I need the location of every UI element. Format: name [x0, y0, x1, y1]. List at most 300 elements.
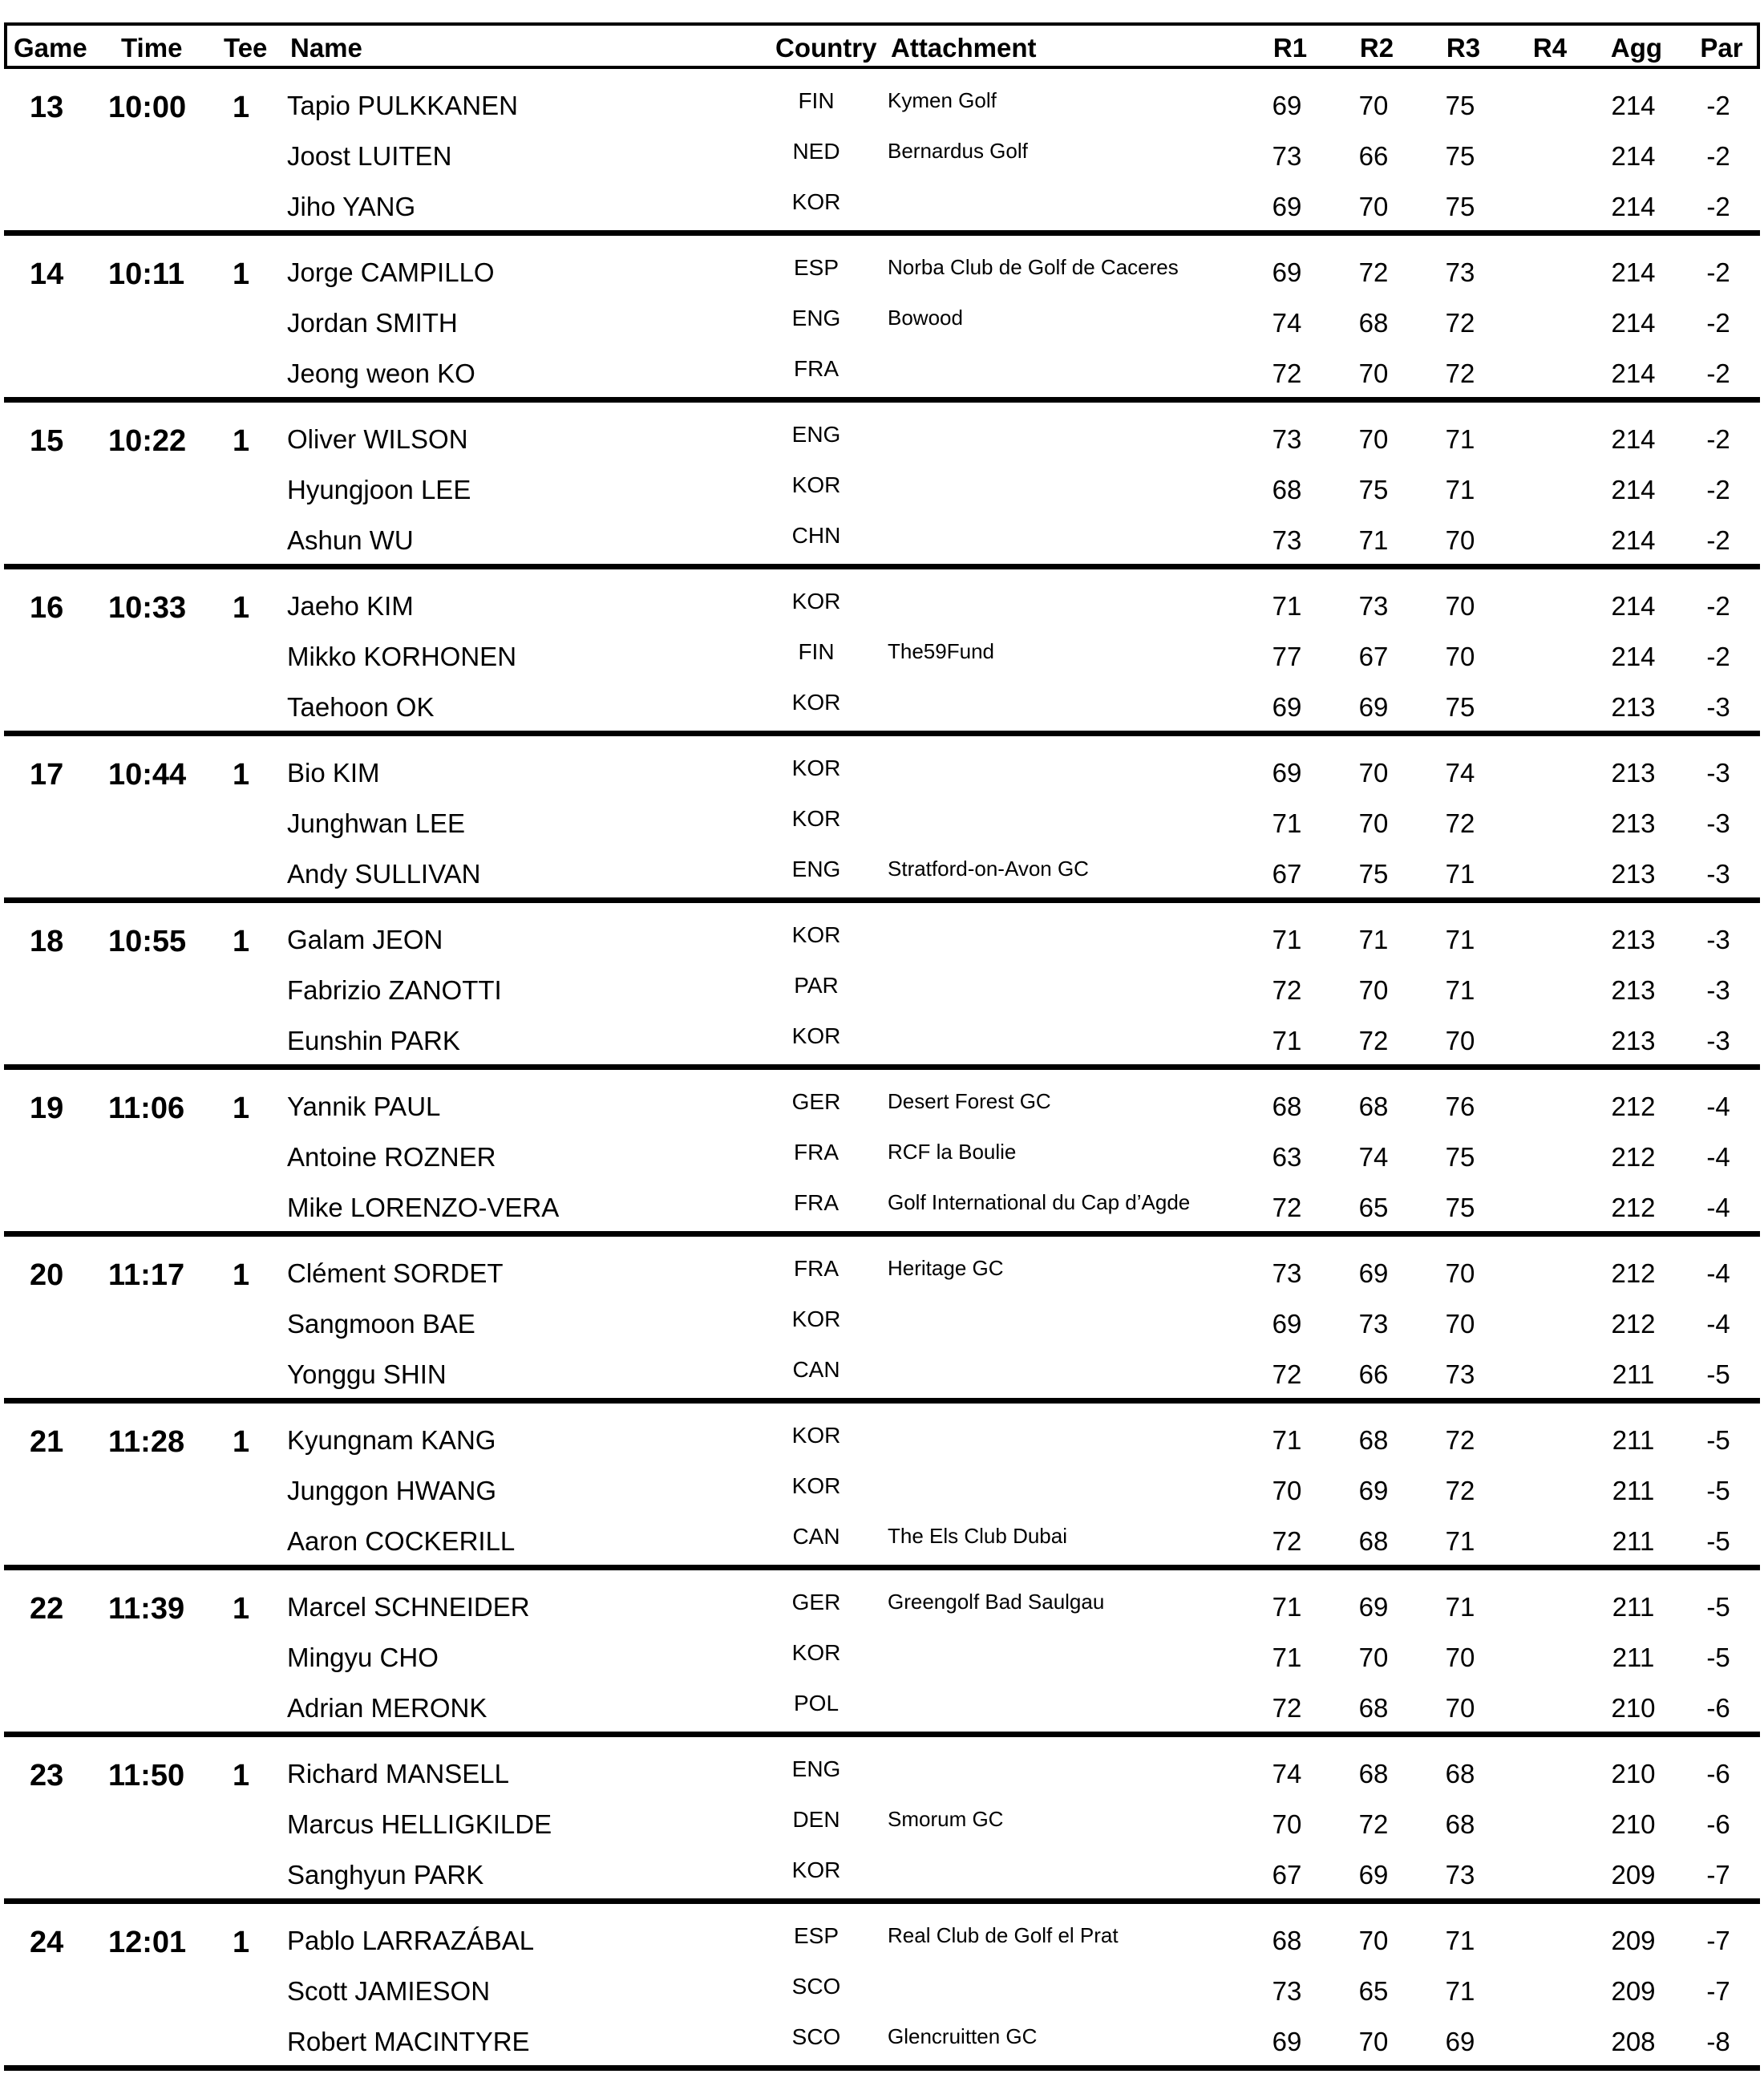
score-r3: 72	[1445, 308, 1475, 338]
score-aggregate: 209	[1611, 1926, 1656, 1955]
tee-group	[4, 69, 1760, 236]
player-row	[4, 1256, 1760, 1306]
tee-time: 11:06	[108, 1092, 185, 1125]
score-r2: 75	[1358, 859, 1389, 889]
tee-number: 1	[233, 1425, 250, 1459]
player-row	[4, 589, 1760, 638]
player-name: Aaron COCKERILL	[287, 1526, 516, 1556]
score-aggregate: 212	[1611, 1092, 1656, 1121]
score-r1: 71	[1272, 1592, 1302, 1622]
score-aggregate: 209	[1611, 1976, 1656, 2006]
score-r2: 71	[1358, 525, 1389, 555]
player-attachment: Heritage GC	[888, 1256, 1004, 1280]
score-r2: 69	[1358, 1476, 1389, 1505]
player-name: Clément SORDET	[287, 1258, 504, 1288]
score-to-par: -4	[1706, 1258, 1730, 1288]
player-name: Kyungnam KANG	[287, 1425, 496, 1455]
score-r3: 70	[1445, 591, 1475, 621]
score-r2: 70	[1358, 975, 1389, 1005]
score-to-par: -5	[1706, 1359, 1730, 1389]
player-country: FIN	[798, 88, 835, 113]
score-to-par: -2	[1706, 141, 1730, 171]
player-name: Jordan SMITH	[287, 308, 458, 338]
score-r2: 70	[1358, 424, 1389, 454]
score-r3: 75	[1445, 141, 1475, 171]
player-country: KOR	[791, 806, 841, 831]
tee-number: 1	[233, 91, 250, 124]
score-aggregate: 214	[1611, 424, 1656, 454]
score-r2: 68	[1358, 1693, 1389, 1723]
score-to-par: -2	[1706, 525, 1730, 555]
score-aggregate: 212	[1611, 1309, 1656, 1339]
score-aggregate: 211	[1612, 1359, 1655, 1389]
player-row	[4, 1857, 1760, 1907]
score-r1: 71	[1272, 591, 1302, 621]
score-aggregate: 209	[1611, 1860, 1656, 1890]
score-r1: 70	[1272, 1476, 1302, 1505]
header-tee: Tee	[224, 33, 268, 63]
score-r2: 70	[1358, 192, 1389, 221]
player-country: KOR	[791, 755, 841, 780]
score-aggregate: 214	[1611, 358, 1656, 388]
score-aggregate: 211	[1612, 1526, 1655, 1556]
player-country: KOR	[791, 1473, 841, 1498]
tee-time: 10:44	[108, 758, 187, 792]
score-to-par: -3	[1706, 808, 1730, 838]
player-country: GER	[791, 1089, 841, 1114]
score-r1: 68	[1272, 475, 1302, 504]
score-r1: 67	[1272, 859, 1302, 889]
player-attachment: Real Club de Golf el Prat	[888, 1923, 1119, 1947]
player-name: Andy SULLIVAN	[287, 859, 481, 889]
player-name: Adrian MERONK	[287, 1693, 488, 1723]
player-row	[4, 1691, 1760, 1740]
score-r1: 68	[1272, 1926, 1302, 1955]
score-r1: 72	[1272, 975, 1302, 1005]
game-number: 20	[30, 1258, 64, 1292]
score-r3: 73	[1445, 1860, 1475, 1890]
score-r2: 67	[1358, 642, 1389, 671]
score-r1: 73	[1272, 1258, 1302, 1288]
score-to-par: -6	[1706, 1809, 1730, 1839]
score-to-par: -2	[1706, 192, 1730, 221]
score-to-par: -3	[1706, 692, 1730, 722]
player-row	[4, 1640, 1760, 1690]
tee-time: 10:33	[108, 591, 187, 625]
score-r2: 69	[1358, 1860, 1389, 1890]
score-aggregate: 214	[1611, 475, 1656, 504]
score-aggregate: 210	[1611, 1693, 1656, 1723]
player-name: Jeong weon KO	[287, 358, 475, 388]
score-r3: 71	[1445, 925, 1475, 954]
score-r2: 70	[1358, 2027, 1389, 2056]
player-country: KOR	[791, 1023, 841, 1048]
score-to-par: -5	[1706, 1425, 1730, 1455]
player-country: KOR	[791, 1640, 841, 1665]
player-country: FRA	[794, 1190, 839, 1215]
score-r1: 68	[1272, 1092, 1302, 1121]
game-number: 15	[30, 424, 64, 458]
header-r1: R1	[1272, 33, 1308, 63]
score-r2: 70	[1358, 758, 1389, 788]
score-to-par: -2	[1706, 424, 1730, 454]
score-to-par: -4	[1706, 1092, 1730, 1121]
header-par: Par	[1700, 33, 1743, 63]
score-to-par: -3	[1706, 758, 1730, 788]
player-country: KOR	[791, 922, 841, 947]
player-row	[4, 472, 1760, 522]
player-country: POL	[793, 1691, 840, 1716]
tee-group	[4, 903, 1760, 1070]
tee-time: 11:50	[108, 1759, 185, 1792]
score-r3: 71	[1445, 975, 1475, 1005]
player-country: CHN	[791, 523, 841, 548]
player-attachment: Smorum GC	[888, 1807, 1004, 1831]
score-r1: 69	[1272, 1309, 1302, 1339]
score-r3: 69	[1445, 2027, 1475, 2056]
tee-group	[4, 1070, 1760, 1237]
game-number: 14	[30, 257, 64, 291]
score-to-par: -3	[1706, 925, 1730, 954]
header-game: Game	[14, 33, 87, 63]
player-country: SCO	[791, 1974, 841, 1999]
tee-time: 11:28	[108, 1425, 185, 1459]
score-r1: 77	[1272, 642, 1302, 671]
score-aggregate: 214	[1611, 591, 1656, 621]
player-attachment: Golf International du Cap d’Agde	[888, 1190, 1191, 1214]
header-name: Name	[290, 33, 362, 63]
player-name: Antoine ROZNER	[287, 1142, 496, 1172]
score-r1: 72	[1272, 1193, 1302, 1222]
player-name: Galam JEON	[287, 925, 443, 954]
score-r2: 72	[1358, 257, 1389, 287]
player-row	[4, 1140, 1760, 1189]
score-to-par: -5	[1706, 1476, 1730, 1505]
player-row	[4, 139, 1760, 188]
player-row	[4, 1923, 1760, 1973]
score-r2: 72	[1358, 1809, 1389, 1839]
score-r3: 71	[1445, 1592, 1475, 1622]
player-attachment: Bowood	[888, 306, 963, 330]
player-country: CAN	[792, 1524, 840, 1549]
player-name: Fabrizio ZANOTTI	[287, 975, 502, 1005]
score-to-par: -6	[1706, 1759, 1730, 1788]
player-attachment: Norba Club de Golf de Caceres	[888, 255, 1179, 279]
score-to-par: -5	[1706, 1592, 1730, 1622]
score-aggregate: 213	[1611, 1026, 1656, 1055]
score-r1: 71	[1272, 925, 1302, 954]
player-country: FIN	[798, 639, 835, 664]
player-attachment: Greengolf Bad Saulgau	[888, 1590, 1105, 1614]
score-to-par: -3	[1706, 975, 1730, 1005]
score-aggregate: 212	[1611, 1142, 1656, 1172]
score-to-par: -7	[1706, 1860, 1730, 1890]
game-number: 13	[30, 91, 64, 124]
score-r2: 69	[1358, 1258, 1389, 1288]
score-r1: 71	[1272, 808, 1302, 838]
player-row	[4, 1190, 1760, 1240]
player-row	[4, 2024, 1760, 2074]
game-number: 23	[30, 1759, 64, 1792]
score-r2: 66	[1358, 1359, 1389, 1389]
header-time: Time	[121, 33, 183, 63]
score-aggregate: 214	[1611, 525, 1656, 555]
score-r1: 73	[1272, 525, 1302, 555]
score-r1: 72	[1272, 1526, 1302, 1556]
header-r3: R3	[1446, 33, 1481, 63]
tee-number: 1	[233, 1258, 250, 1292]
score-r3: 70	[1445, 1643, 1475, 1672]
player-name: Yannik PAUL	[287, 1092, 441, 1121]
score-r1: 74	[1272, 308, 1302, 338]
score-r1: 71	[1272, 1425, 1302, 1455]
score-r1: 72	[1272, 358, 1302, 388]
tee-group	[4, 1570, 1760, 1737]
score-aggregate: 211	[1612, 1425, 1655, 1455]
score-r1: 69	[1272, 758, 1302, 788]
player-name: Jiho YANG	[287, 192, 416, 221]
score-r3: 71	[1445, 1926, 1475, 1955]
player-country: PAR	[794, 973, 839, 998]
score-r1: 69	[1272, 257, 1302, 287]
score-aggregate: 214	[1611, 141, 1656, 171]
score-r2: 75	[1358, 475, 1389, 504]
score-r3: 68	[1445, 1759, 1475, 1788]
score-aggregate: 214	[1611, 642, 1656, 671]
player-name: Mikko KORHONEN	[287, 642, 517, 671]
player-country: DEN	[792, 1807, 840, 1832]
tee-group	[4, 1737, 1760, 1904]
player-country: ENG	[791, 1756, 841, 1781]
score-r2: 68	[1358, 1759, 1389, 1788]
player-country: ENG	[791, 422, 841, 447]
game-number: 22	[30, 1592, 64, 1626]
player-attachment: Glencruitten GC	[888, 2024, 1038, 2048]
tee-times-sheet	[4, 22, 1760, 2071]
player-attachment: Kymen Golf	[888, 88, 997, 112]
tee-number: 1	[233, 1759, 250, 1792]
score-aggregate: 211	[1612, 1592, 1655, 1622]
score-r3: 71	[1445, 859, 1475, 889]
player-country: ENG	[791, 306, 841, 330]
player-row	[4, 1473, 1760, 1523]
score-to-par: -4	[1706, 1142, 1730, 1172]
score-aggregate: 212	[1611, 1193, 1656, 1222]
header-r4: R4	[1532, 33, 1568, 63]
score-aggregate: 214	[1611, 257, 1656, 287]
score-r3: 70	[1445, 1258, 1475, 1288]
score-r3: 70	[1445, 642, 1475, 671]
player-country: KOR	[791, 1857, 841, 1882]
player-row	[4, 922, 1760, 972]
game-number: 24	[30, 1926, 64, 1959]
score-aggregate: 210	[1611, 1809, 1656, 1839]
player-attachment: Desert Forest GC	[888, 1089, 1051, 1113]
score-r3: 75	[1445, 192, 1475, 221]
score-r2: 70	[1358, 91, 1389, 120]
score-aggregate: 213	[1611, 758, 1656, 788]
player-row	[4, 306, 1760, 355]
player-country: KOR	[791, 189, 841, 214]
score-r3: 75	[1445, 1142, 1475, 1172]
tee-group	[4, 403, 1760, 569]
score-to-par: -5	[1706, 1526, 1730, 1556]
player-row	[4, 1756, 1760, 1806]
player-name: Pablo LARRAZÁBAL	[287, 1926, 535, 1955]
player-row	[4, 1590, 1760, 1639]
player-country: KOR	[791, 690, 841, 715]
player-country: NED	[792, 139, 840, 164]
tee-time: 10:11	[108, 257, 185, 291]
score-r3: 71	[1445, 424, 1475, 454]
tee-number: 1	[233, 591, 250, 625]
player-name: Jaeho KIM	[287, 591, 414, 621]
score-r2: 70	[1358, 808, 1389, 838]
player-name: Sangmoon BAE	[287, 1309, 475, 1339]
player-country: ENG	[791, 857, 841, 881]
score-aggregate: 212	[1611, 1258, 1656, 1288]
score-r3: 72	[1445, 808, 1475, 838]
score-aggregate: 211	[1612, 1643, 1655, 1672]
score-aggregate: 214	[1611, 308, 1656, 338]
player-country: GER	[791, 1590, 841, 1614]
game-number: 16	[30, 591, 64, 625]
score-r3: 70	[1445, 1026, 1475, 1055]
score-aggregate: 213	[1611, 975, 1656, 1005]
score-r2: 72	[1358, 1026, 1389, 1055]
player-row	[4, 973, 1760, 1023]
score-to-par: -7	[1706, 1976, 1730, 2006]
tee-time: 11:39	[108, 1592, 185, 1626]
score-r2: 74	[1358, 1142, 1389, 1172]
score-r3: 75	[1445, 1193, 1475, 1222]
score-r3: 70	[1445, 525, 1475, 555]
player-row	[4, 1089, 1760, 1139]
tee-time: 10:22	[108, 424, 187, 458]
player-name: Yonggu SHIN	[287, 1359, 447, 1389]
score-r1: 69	[1272, 91, 1302, 120]
player-row	[4, 755, 1760, 805]
score-aggregate: 214	[1611, 192, 1656, 221]
header-r2: R2	[1359, 33, 1394, 63]
tee-number: 1	[233, 1092, 250, 1125]
tee-number: 1	[233, 758, 250, 792]
score-aggregate: 213	[1611, 925, 1656, 954]
tee-group	[4, 569, 1760, 736]
player-row	[4, 189, 1760, 239]
score-to-par: -5	[1706, 1643, 1730, 1672]
score-r1: 69	[1272, 692, 1302, 722]
tee-group	[4, 236, 1760, 403]
player-attachment: Bernardus Golf	[888, 139, 1028, 163]
score-r1: 72	[1272, 1359, 1302, 1389]
tee-number: 1	[233, 1926, 250, 1959]
player-row	[4, 1423, 1760, 1472]
score-to-par: -4	[1706, 1309, 1730, 1339]
player-row	[4, 1023, 1760, 1073]
player-country: KOR	[791, 1306, 841, 1331]
player-attachment: The Els Club Dubai	[888, 1524, 1067, 1548]
score-r2: 70	[1358, 1926, 1389, 1955]
tee-number: 1	[233, 424, 250, 458]
player-country: FRA	[794, 1256, 839, 1281]
score-aggregate: 214	[1611, 91, 1656, 120]
score-r1: 74	[1272, 1759, 1302, 1788]
score-r2: 68	[1358, 1526, 1389, 1556]
player-row	[4, 1306, 1760, 1356]
score-r1: 67	[1272, 1860, 1302, 1890]
score-r1: 70	[1272, 1809, 1302, 1839]
score-r1: 69	[1272, 192, 1302, 221]
player-name: Scott JAMIESON	[287, 1976, 491, 2006]
score-to-par: -3	[1706, 859, 1730, 889]
player-name: Hyungjoon LEE	[287, 475, 471, 504]
player-name: Joost LUITEN	[287, 141, 452, 171]
player-attachment: RCF la Boulie	[888, 1140, 1017, 1164]
score-r1: 73	[1272, 141, 1302, 171]
tee-number: 1	[233, 257, 250, 291]
player-name: Junghwan LEE	[287, 808, 465, 838]
score-r2: 73	[1358, 591, 1389, 621]
player-name: Taehoon OK	[287, 692, 435, 722]
score-r3: 70	[1445, 1309, 1475, 1339]
player-country: SCO	[791, 2024, 841, 2049]
player-name: Oliver WILSON	[287, 424, 468, 454]
tee-group	[4, 1404, 1760, 1570]
score-to-par: -8	[1706, 2027, 1730, 2056]
player-country: KOR	[791, 472, 841, 497]
player-name: Mike LORENZO-VERA	[287, 1193, 560, 1222]
player-country: ESP	[793, 255, 840, 280]
player-row	[4, 806, 1760, 856]
score-to-par: -2	[1706, 257, 1730, 287]
score-r2: 68	[1358, 308, 1389, 338]
player-name: Richard MANSELL	[287, 1759, 509, 1788]
score-aggregate: 208	[1611, 2027, 1656, 2056]
player-country: ESP	[793, 1923, 840, 1948]
score-r3: 72	[1445, 1476, 1475, 1505]
score-r2: 68	[1358, 1425, 1389, 1455]
player-name: Marcel SCHNEIDER	[287, 1592, 530, 1622]
score-aggregate: 210	[1611, 1759, 1656, 1788]
score-aggregate: 213	[1611, 692, 1656, 722]
score-to-par: -3	[1706, 1026, 1730, 1055]
player-row	[4, 857, 1760, 906]
score-r3: 72	[1445, 358, 1475, 388]
player-row	[4, 639, 1760, 689]
score-aggregate: 211	[1612, 1476, 1655, 1505]
score-r3: 73	[1445, 1359, 1475, 1389]
player-row	[4, 1974, 1760, 2023]
score-r3: 73	[1445, 257, 1475, 287]
player-row	[4, 523, 1760, 573]
player-row	[4, 1524, 1760, 1574]
score-to-par: -2	[1706, 91, 1730, 120]
player-name: Ashun WU	[287, 525, 414, 555]
score-to-par: -4	[1706, 1193, 1730, 1222]
tee-time: 10:00	[108, 91, 187, 124]
score-r3: 72	[1445, 1425, 1475, 1455]
score-r3: 76	[1445, 1092, 1475, 1121]
score-r2: 73	[1358, 1309, 1389, 1339]
tee-group	[4, 1904, 1760, 2071]
score-r1: 69	[1272, 2027, 1302, 2056]
player-name: Eunshin PARK	[287, 1026, 460, 1055]
score-to-par: -7	[1706, 1926, 1730, 1955]
score-r3: 71	[1445, 1976, 1475, 2006]
score-r1: 73	[1272, 424, 1302, 454]
score-r3: 68	[1445, 1809, 1475, 1839]
